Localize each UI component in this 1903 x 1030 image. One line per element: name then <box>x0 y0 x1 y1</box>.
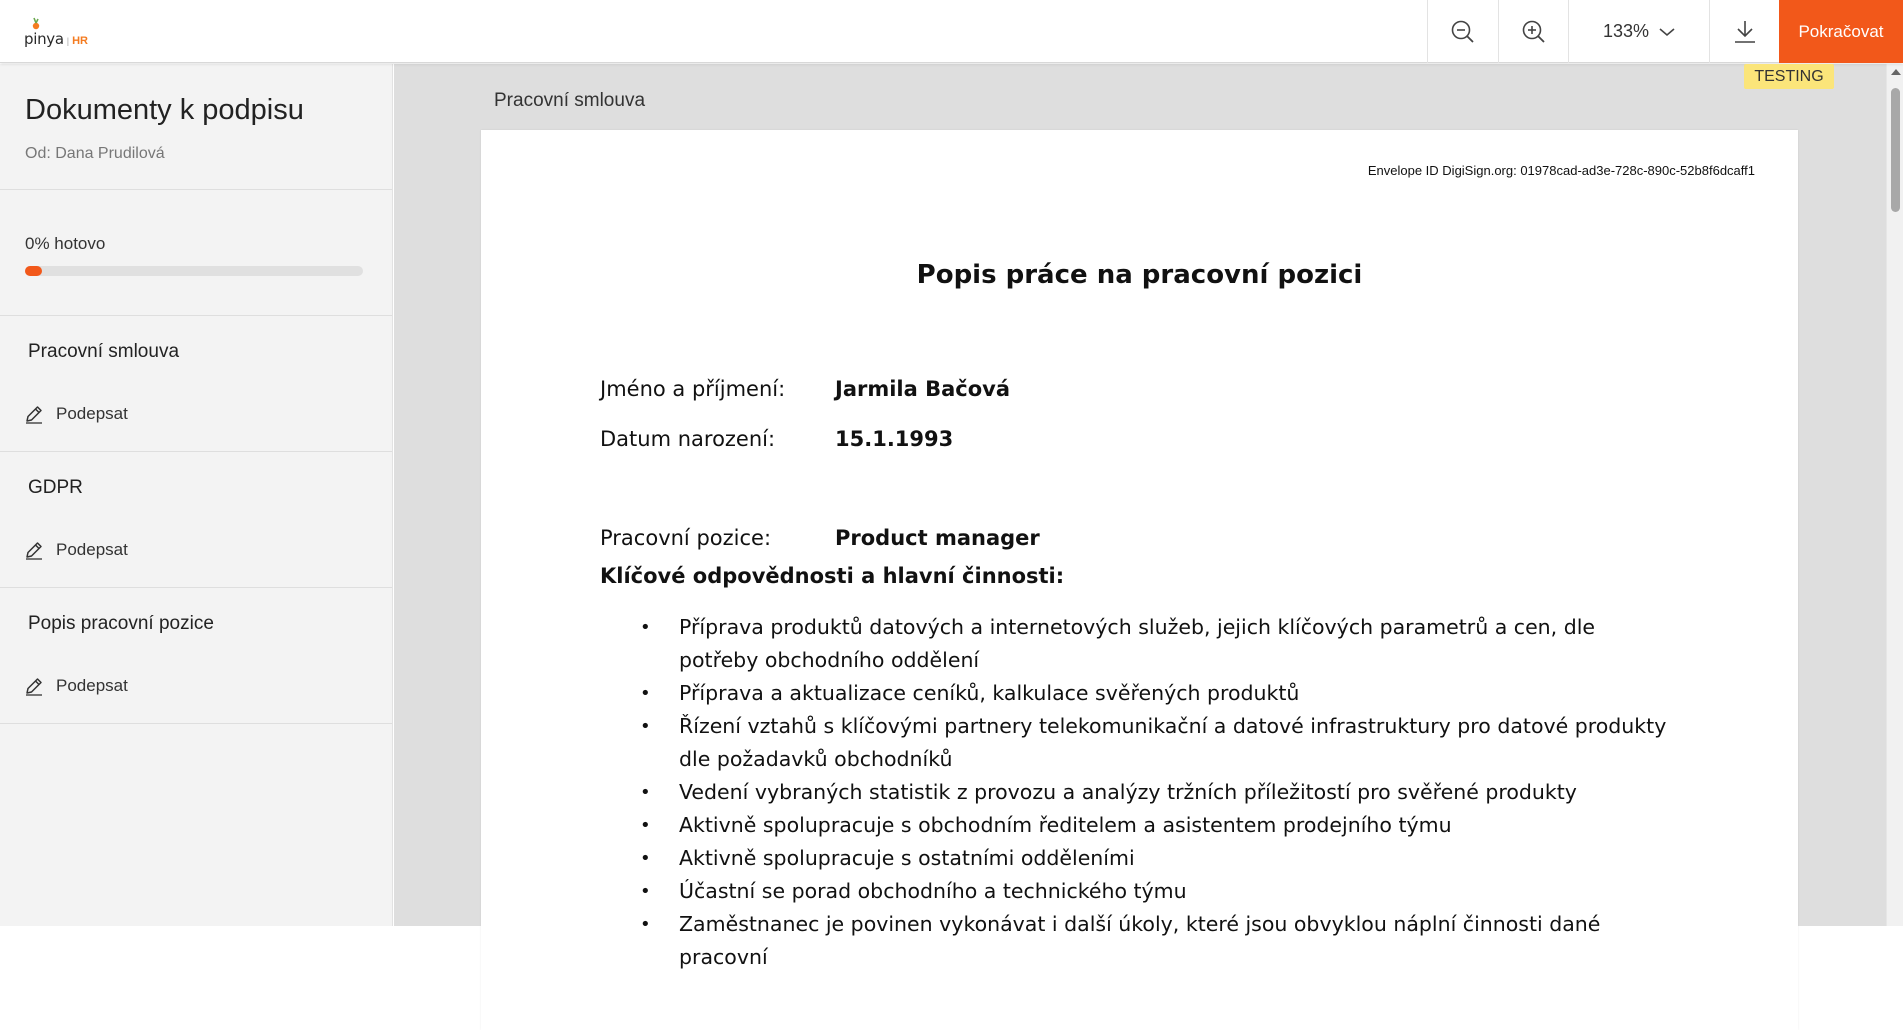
sender-label: Od: Dana Prudilová <box>25 145 165 162</box>
document-name: Popis pracovní pozice <box>28 613 214 634</box>
document-name: GDPR <box>28 477 83 498</box>
position-label: Pracovní pozice: <box>600 526 772 550</box>
envelope-id: Envelope ID DigiSign.org: 01978cad-ad3e-728c-890c-52b8f6dcaff1 <box>1367 163 1755 178</box>
list-item: • Řízení vztahů s klíčovými partnery telekomunikační a datové infrastruktury pro datové produkty dle požadavků obchodníků <box>600 710 1680 776</box>
download-icon <box>1733 19 1757 45</box>
sign-link[interactable] <box>24 404 128 424</box>
top-bar <box>0 0 1903 63</box>
pen-icon <box>24 404 44 424</box>
list-item: • Účastní se porad obchodního a technického týmu <box>600 875 1680 908</box>
sidebar-header <box>0 64 392 190</box>
document-title: Popis práce na pracovní pozici <box>916 260 1363 290</box>
sign-link[interactable] <box>24 540 128 560</box>
document-item-pracovni-smlouva[interactable] <box>0 316 392 452</box>
responsibilities-heading: Klíčové odpovědnosti a hlavní činnosti: <box>600 564 1065 588</box>
sign-label: Podepsat <box>56 540 128 559</box>
document-viewer[interactable] <box>394 64 1886 969</box>
chevron-down-icon <box>1659 27 1675 37</box>
scrollbar-thumb[interactable] <box>1891 88 1900 212</box>
bullet: • <box>640 716 651 737</box>
current-document-label: Pracovní smlouva <box>494 90 646 111</box>
vertical-scrollbar[interactable] <box>1886 64 1903 926</box>
testing-badge: TESTING <box>1744 64 1834 89</box>
list-item: • Zaměstnanec je povinen vykonávat i další úkoly, které jsou obvyklou náplní činnosti dané pracovní <box>600 908 1680 974</box>
zoom-level-select[interactable] <box>1568 0 1709 63</box>
zoom-out-button[interactable] <box>1427 0 1498 63</box>
signing-progress <box>0 190 392 316</box>
sign-label: Podepsat <box>56 404 128 423</box>
documents-sidebar <box>0 64 393 926</box>
document-item-gdpr[interactable] <box>0 452 392 588</box>
progress-label: 0% hotovo <box>25 234 106 253</box>
logo-leaf-icon <box>31 18 41 30</box>
pen-icon <box>24 676 44 696</box>
bullet: • <box>640 617 651 638</box>
name-value: Jarmila Bačová <box>835 377 1011 401</box>
download-button[interactable] <box>1709 0 1779 63</box>
logo-separator: | <box>66 36 70 46</box>
bullet: • <box>640 683 651 704</box>
sidebar-title: Dokumenty k podpisu <box>25 94 304 126</box>
bullet: • <box>640 881 651 902</box>
document-item-popis-pracovni-pozice[interactable] <box>0 588 392 724</box>
scroll-up-arrow-icon[interactable] <box>1891 69 1901 75</box>
zoom-level-value: 133% <box>1602 21 1650 41</box>
logo-hr-label: HR <box>72 35 88 47</box>
bullet: • <box>640 815 651 836</box>
bullet: • <box>640 848 651 869</box>
list-item: • Aktivně spolupracuje s obchodním ředitelem a asistentem prodejního týmu <box>600 809 1680 842</box>
zoom-in-button[interactable] <box>1498 0 1568 63</box>
responsibilities-list <box>600 611 1680 974</box>
zoom-in-icon <box>1521 19 1547 45</box>
document-page <box>481 130 1798 1030</box>
continue-button[interactable]: Pokračovat <box>1779 0 1903 63</box>
sign-link[interactable] <box>24 676 128 696</box>
zoom-out-icon <box>1450 19 1476 45</box>
progress-bar-fill <box>25 266 42 276</box>
list-item: • Příprava produktů datových a internetových služeb, jejich klíčových parametrů a cen, dle potřeby obchodního oddělení <box>600 611 1680 677</box>
pinya-hr-logo[interactable] <box>24 16 88 48</box>
progress-bar <box>25 266 363 276</box>
list-item: • Příprava a aktualizace ceníků, kalkulace svěřených produktů <box>600 677 1680 710</box>
name-label: Jméno a příjmení: <box>600 377 786 401</box>
document-name: Pracovní smlouva <box>28 341 180 362</box>
position-value: Product manager <box>835 526 1040 550</box>
bullet: • <box>640 914 651 935</box>
list-item: • Vedení vybraných statistik z provozu a analýzy tržních příležitostí pro svěřené produkty <box>600 776 1680 809</box>
bullet: • <box>640 782 651 803</box>
logo-wordmark: pinya <box>24 30 64 48</box>
birthdate-value: 15.1.1993 <box>835 427 954 451</box>
pen-icon <box>24 540 44 560</box>
sign-label: Podepsat <box>56 676 128 695</box>
birthdate-label: Datum narození: <box>600 427 776 451</box>
list-item: • Aktivně spolupracuje s ostatními odděleními <box>600 842 1680 875</box>
